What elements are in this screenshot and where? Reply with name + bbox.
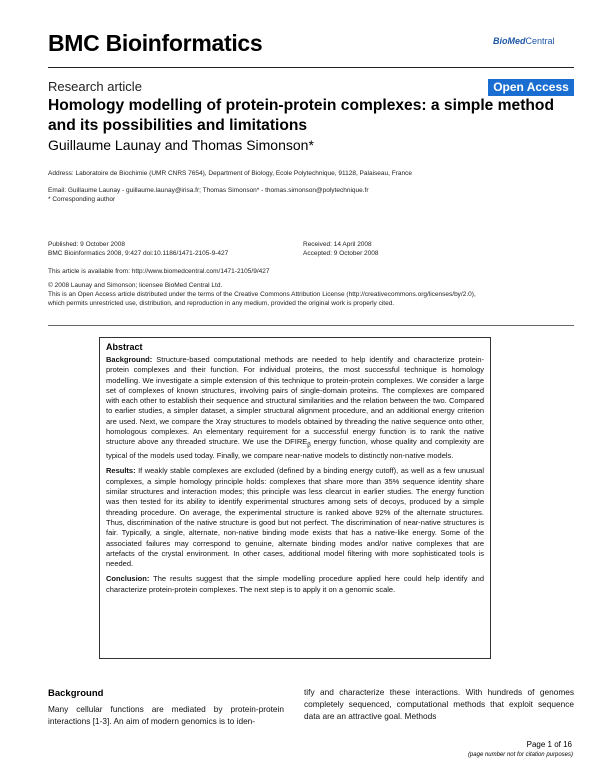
section-divider [48, 325, 574, 326]
abstract-box [99, 337, 491, 659]
license-line-1[interactable]: This is an Open Access article distributed under the terms of the Creative Commons Attribution License (http://creativecommons.org/licenses/by/2.0), [48, 291, 476, 298]
article-title: Homology modelling of protein-protein complexes: a simple method and its possibilities and limitations [48, 97, 554, 134]
abstract-background [106, 355, 484, 461]
body-column-right: tify and characterize these interactions. With hundreds of genomes completely sequenced, computational methods that exploit sequence data are an attractive goal. Methods [304, 687, 574, 721]
license-block [48, 281, 476, 308]
background-text: Structure-based computational methods are needed to help identify and characterize protein-protein complexes and their function. For individual proteins, the most successful technique is homology modelling. We investigate a simple extension of this technique to protein-protein complexes. We consider a large set of complexes of known structures, involving pairs of single-domain proteins. The complexes are compared with each other to establish their sequence and structural similarities and the relation between the two. Compared to earlier studies, a simpler dataset, a simpler structural alignment procedure, and an additional energy criterion are used. Next, we compare the Xray structures to models obtained by threading the native sequence onto other, homologous complexes. An elementary requirement for a successful energy function is to rank the native structure above any threaded structure. We use the DFIRE [106, 355, 484, 447]
corresponding-author-note: * Corresponding author [48, 196, 116, 203]
beta-subscript: β [307, 441, 311, 449]
conclusion-text: The results suggest that the simple modelling procedure applied here could help identify and characterize protein-protein complexes. The next step is to apply it on a genomic scale. [106, 574, 484, 594]
logo-biomed-text: BioMed [493, 36, 526, 46]
background-heading: Background [48, 688, 104, 699]
author-emails[interactable]: Email: Guillaume Launay - guillaume.launay@irisa.fr; Thomas Simonson* - thomas.simonson@polytechnique.fr [48, 187, 369, 194]
biomed-central-logo[interactable] [493, 36, 555, 46]
copyright-line: © 2008 Launay and Simonson; licensee BioMed Central Ltd. [48, 282, 223, 289]
published-date: Published: 9 October 2008 [48, 241, 125, 248]
results-text: If weakly stable complexes are excluded (defined by a binding energy cutoff), as well as a few unusual complexes, a simple homology principle holds: complexes that share more than 35% sequence identity share similar structures and interaction modes; this principle was less clearcut in earlier studies. The energy function was then tested for its ability to identify experimental structures among sets of decoys, produced by a simple threading procedure. On average, the experimental structure is ranked above 92% of the alternate structures. Thus, discrimination of the native structure is good but not perfect. The discrimination of near-native structures is fair. Typically, a single, alternate, non-native binding mode exists that has a native-like energy. Some of the associated failures may correspond to genuine, alternate binding modes and/or native complexes that are artefacts of the crystal environment. In other cases, additional model filtering with more sophisticated tools is needed. [106, 466, 484, 569]
received-accepted-dates [303, 240, 379, 258]
background-text-end: energy function, whose quality and complexity are typical of the models used today. Finally, we compare near-native models to distinctly non-native models. [106, 437, 484, 461]
abstract-conclusion [106, 574, 484, 595]
results-label: Results: [106, 466, 136, 476]
page-number-note: (page number not for citation purposes) [467, 752, 573, 758]
author-address: Address: Laboratoire de Biochimie (UMR CNRS 7654), Department of Biology, Ecole Polytechnique, 91128, Palaiseau, France [48, 170, 412, 177]
journal-title: BMC Bioinformatics [48, 30, 263, 56]
citation-line: BMC Bioinformatics 2008, 9:427 doi:10.1186/1471-2105-9-427 [48, 250, 229, 257]
received-date: Received: 14 April 2008 [303, 241, 372, 248]
accepted-date: Accepted: 9 October 2008 [303, 250, 379, 257]
logo-central-text: Central [525, 36, 555, 46]
conclusion-label: Conclusion: [106, 574, 150, 584]
abstract-results [106, 466, 484, 569]
background-label: Background: [106, 355, 153, 364]
availability-link[interactable]: This article is available from: http://www.biomedcentral.com/1471-2105/9/427 [48, 268, 270, 275]
page-number: Page 1 of 16 [526, 740, 572, 749]
body-column-left: Many cellular functions are mediated by protein-protein interactions [1-3]. An aim of modern genomics is to iden- [48, 704, 284, 726]
article-type: Research article [48, 79, 142, 94]
open-access-badge: Open Access [488, 79, 574, 96]
publication-info [48, 240, 228, 258]
author-list: Guillaume Launay and Thomas Simonson* [48, 137, 314, 153]
abstract-heading: Abstract [106, 342, 143, 352]
header-rule [48, 67, 574, 68]
license-line-2: which permits unrestricted use, distribution, and reproduction in any medium, provided the original work is properly cited. [48, 300, 395, 307]
